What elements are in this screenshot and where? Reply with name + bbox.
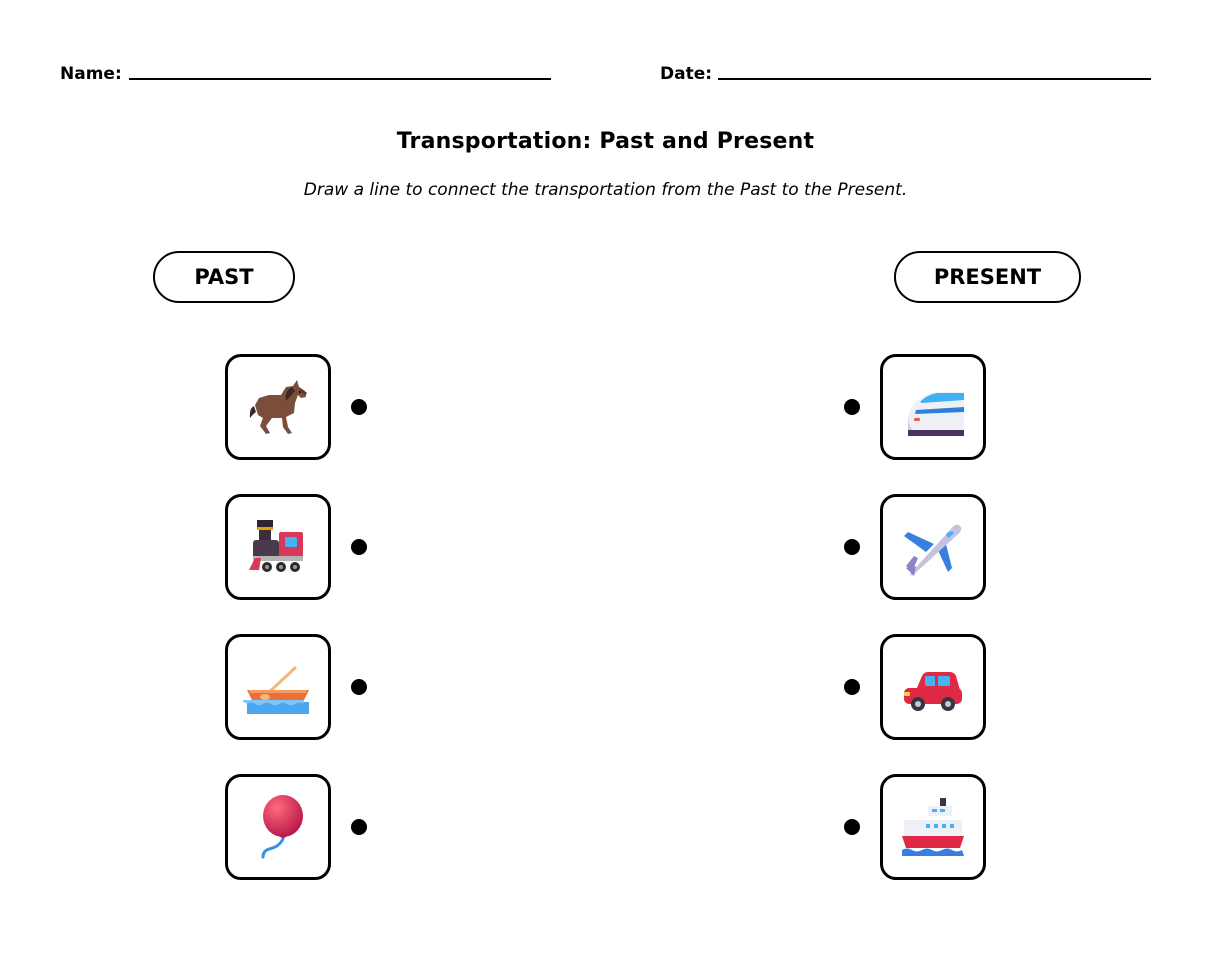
present-card-bullet-train: [880, 354, 986, 460]
page-title: Transportation: Past and Present: [396, 129, 815, 154]
past-card-steam-locomotive: [225, 494, 331, 600]
present-connect-dot[interactable]: [844, 539, 860, 555]
past-connect-dot[interactable]: [351, 679, 367, 695]
present-connect-dot[interactable]: [844, 679, 860, 695]
present-card-airplane: [880, 494, 986, 600]
date-label: Date:: [660, 64, 713, 84]
present-card-car: [880, 634, 986, 740]
present-column-header: [894, 251, 1081, 303]
past-column-header: [153, 251, 295, 303]
present-connect-dot[interactable]: [844, 399, 860, 415]
present-card-ship: [880, 774, 986, 880]
instructions-text: Draw a line to connect the transportation from the Past to the Present.: [303, 180, 908, 200]
present-connect-dot[interactable]: [844, 819, 860, 835]
present-column-label: PRESENT: [933, 265, 1042, 289]
airplane-icon: [898, 512, 968, 582]
past-card-rowboat: [225, 634, 331, 740]
past-card-balloon: [225, 774, 331, 880]
rowboat-icon: [243, 652, 313, 722]
past-connect-dot[interactable]: [351, 819, 367, 835]
past-card-horse: [225, 354, 331, 460]
balloon-icon: [243, 792, 313, 862]
past-connect-dot[interactable]: [351, 539, 367, 555]
name-label: Name:: [60, 64, 122, 84]
date-field[interactable]: [718, 78, 1151, 80]
worksheet-header: [0, 0, 1211, 100]
horse-icon: [243, 372, 313, 442]
past-column-label: PAST: [194, 265, 254, 289]
ship-icon: [898, 792, 968, 862]
steam-locomotive-icon: [243, 512, 313, 582]
name-field[interactable]: [129, 78, 551, 80]
car-icon: [898, 652, 968, 722]
bullet-train-icon: [898, 372, 968, 442]
past-connect-dot[interactable]: [351, 399, 367, 415]
